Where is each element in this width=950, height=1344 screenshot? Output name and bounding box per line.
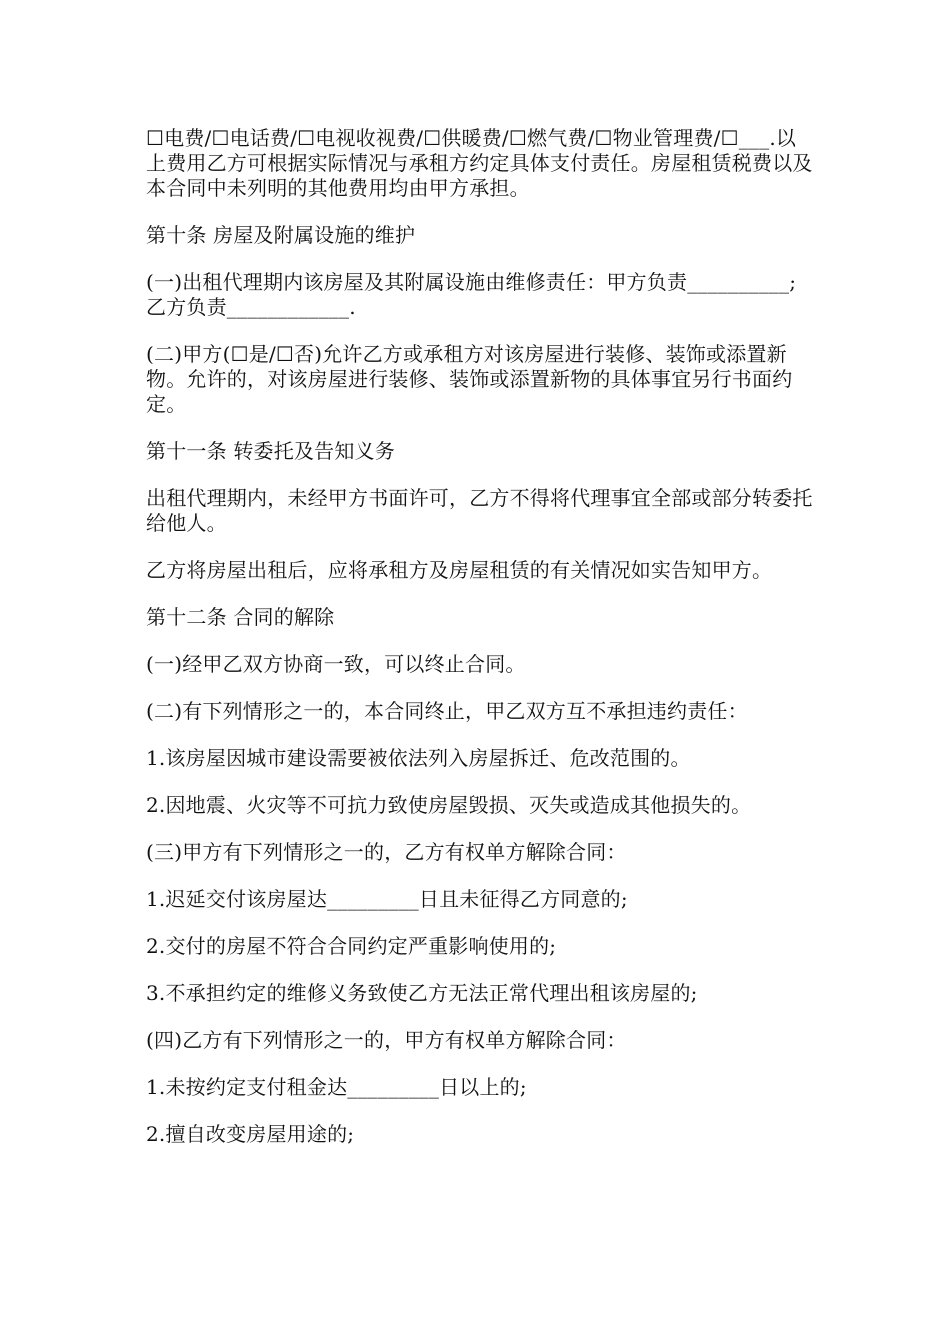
document-page [146,126,814,1169]
fee-list-paragraph: ☐电费/☐电话费/☐电视收视费/☐供暖费/☐燃气费/☐物业管理费/☐___.以上费用乙方可根据实际情况与承租方约定具体支付责任。房屋租赁税费以及本合同中未列明的其他费用均由甲方承担。 [146,126,813,200]
article-12-clause-3-item-3: 3.不承担约定的维修义务致使乙方无法正常代理出租该房屋的; [146,981,698,1005]
article-12-clause-3-item-1: 1.迟延交付该房屋达_________日且未征得乙方同意的; [146,887,628,911]
article-12-clause-3: (三)甲方有下列情形之一的，乙方有权单方解除合同： [146,840,627,864]
article-12-clause-2: (二)有下列情形之一的，本合同终止，甲乙双方互不承担违约责任： [146,699,748,723]
article-12-clause-4-item-1: 1.未按约定支付租金达_________日以上的; [146,1075,527,1099]
article-12-clause-2-item-2: 2.因地震、火灾等不可抗力致使房屋毁损、灭失或造成其他损失的。 [146,793,752,817]
article-11-clause-1: 出租代理期内，未经甲方书面许可，乙方不得将代理事宜全部或部分转委托给他人。 [146,486,813,535]
article-10-heading: 第十条 房屋及附属设施的维护 [146,223,416,247]
article-12-clause-1: (一)经甲乙双方协商一致，可以终止合同。 [146,652,526,676]
article-11-clause-2: 乙方将房屋出租后，应将承租方及房屋租赁的有关情况如实告知甲方。 [146,558,773,582]
article-10-clause-1: (一)出租代理期内该房屋及其附属设施由维修责任：甲方负责__________;乙方负责____________. [146,270,797,319]
article-12-clause-3-item-2: 2.交付的房屋不符合合同约定严重影响使用的; [146,934,557,958]
article-11-heading: 第十一条 转委托及告知义务 [146,439,395,463]
article-10-clause-2: (二)甲方(☐是/☐否)允许乙方或承租方对该房屋进行装修、装饰或添置新物。允许的，对该房屋进行装修、装饰或添置新物的具体事宜另行书面约定。 [146,342,793,416]
article-12-heading: 第十二条 合同的解除 [146,605,335,629]
article-12-clause-4: (四)乙方有下列情形之一的，甲方有权单方解除合同： [146,1028,627,1052]
article-12-clause-4-item-2: 2.擅自改变房屋用途的; [146,1122,355,1146]
article-12-clause-2-item-1: 1.该房屋因城市建设需要被依法列入房屋拆迁、危改范围的。 [146,746,691,770]
